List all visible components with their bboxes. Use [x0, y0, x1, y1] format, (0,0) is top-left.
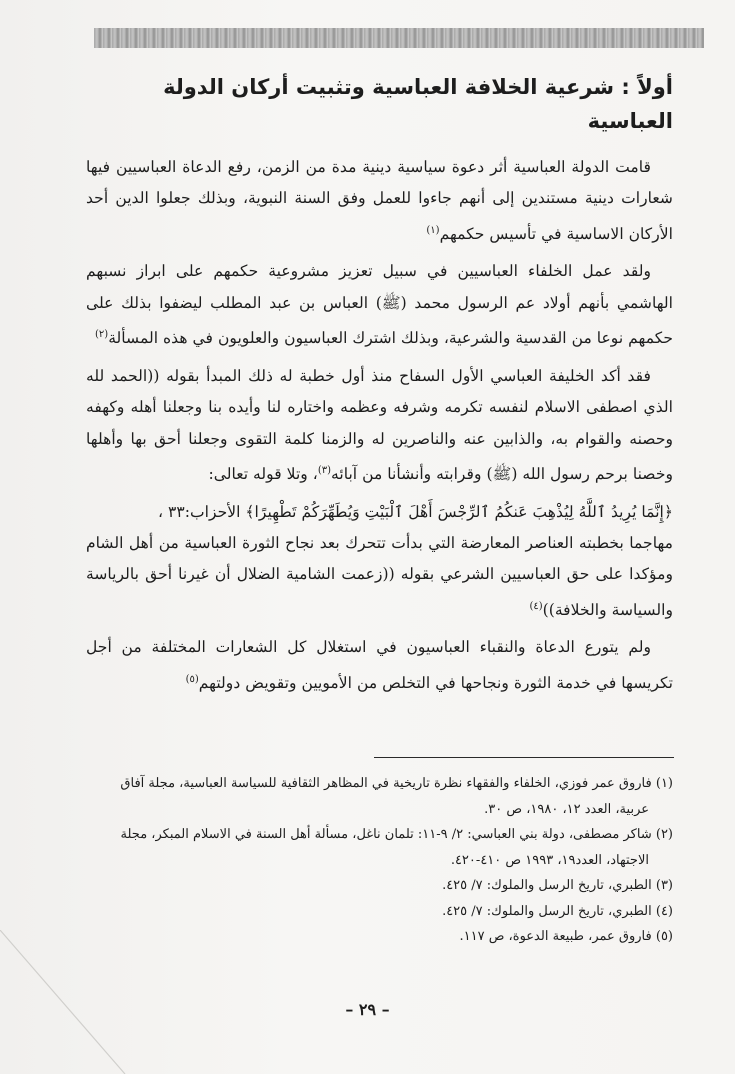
footnote-2: (٢) شاكر مصطفى، دولة بني العباسي: ٢/ ٩-١١: تلمان ناغل، مسألة أهل السنة في الاسلام المبكر، مجلة الاجتهاد، العدد١٩، ١٩٩٣ ص ٤١٠-٤٢٠. [120, 827, 673, 868]
footnotes [86, 771, 673, 950]
footnote-ref-1: (١) [426, 224, 440, 236]
footnote-ref-3: (٣) [317, 465, 331, 477]
footnote-separator [374, 757, 674, 758]
footnote-5: (٥) فاروق عمر، طبيعة الدعوة، ص ١١٧. [459, 929, 673, 944]
section-heading: أولاً : شرعية الخلافة العباسية وتثبيت أركان الدولة العباسية [163, 75, 673, 133]
footnote-ref-5: (٥) [185, 673, 199, 685]
quran-verse: ﴿إِنَّمَا يُرِيدُ ٱللَّهُ لِيُذْهِبَ عَنكُمُ ٱلرِّجْسَ أَهْلَ ٱلْبَيْتِ وَيُطَهِّرَكُمْ تَطْهِيرًا﴾ الأحزاب:٣٣ ، [157, 502, 673, 521]
footnote-ref-4: (٤) [529, 600, 543, 612]
header-decorative-band [94, 28, 704, 48]
main-text [86, 70, 673, 705]
footnote-3: (٣) الطبري، تاريخ الرسل والملوك: ٧/ ٤٢٥. [442, 878, 673, 893]
footnote-4: (٤) الطبري، تاريخ الرسل والملوك: ٧/ ٤٢٥. [442, 903, 673, 919]
paragraph-1: قامت الدولة العباسية أثر دعوة سياسية دينية مدة من الزمن، رفع الدعاة العباسيين فيها شعارات دينية مستندين إلى أنهم جاءوا للعمل وفق السنة النبوية، وبذلك جعلوا الدين أحد الأركان الاساسية في تأسيس حكمهم$^{(١)}$ [86, 158, 673, 243]
footnote-1: (١) فاروق عمر فوزي، الخلفاء والفقهاء نظرة تاريخية في المظاهر الثقافية للسياسة العباسية، مجلة آفاق عربية، العدد ١٢، ١٩٨٠، ص ٣٠. [120, 776, 673, 817]
paragraph-continuation: مهاجما بخطبته العناصر المعارضة التي بدأت تتحرك بعد نجاح الثورة العباسية من أهل الشام ومؤكدا على حق العباسيين الشرعي بقوله ((زعمت الشامية الضلال أن غيرنا أحق بالرياسة والسياسة والخلافة))$^{(٤)}$ [86, 534, 673, 620]
paragraph-2: ولقد عمل الخلفاء العباسيين في سبيل تعزيز مشروعية حكمهم على ابراز نسبهم الهاشمي بأنهم أولاد عم الرسول محمد (ﷺ) العباس بن عبد المطلب ليضفوا بذلك على حكمهم نوعا من القدسية والشرعية، وبذلك اشترك العباسيون والعلويون في هذه المسألة$^{(٢)}$ [86, 262, 673, 348]
footnote-ref-2: (٢) [95, 329, 109, 341]
page-number: – ٢٩ – [345, 1000, 390, 1019]
paragraph-3: فقد أكد الخليفة العباسي الأول السفاح منذ أول خطبة له ذلك المبدأ بقوله ((الحمد لله الذي اصطفى الاسلام لنفسه تكرمه وشرفه وعظمه واختاره لنا وأيده بنا وجعلنا أهله وكهفه وحصنه والقوام به، والذابين عنه والناصرين له والزمنا كلمة التقوى وجعلنا أحق بها وأهلها وخصنا برحم رسول الله (ﷺ) وقرابته وأنشأنا من آبائه$^{(٣)}$، وتلا قوله تعالى: [86, 366, 673, 484]
page-fold-shadow [0, 930, 130, 1074]
paragraph-4: ولم يتورع الدعاة والنقباء العباسيون في استغلال كل الشعارات المختلفة من أجل تكريسها في خدمة الثورة ونجاحها في التخلص من الأمويين وتقويض دولتهم$^{(٥)}$ [86, 638, 673, 693]
